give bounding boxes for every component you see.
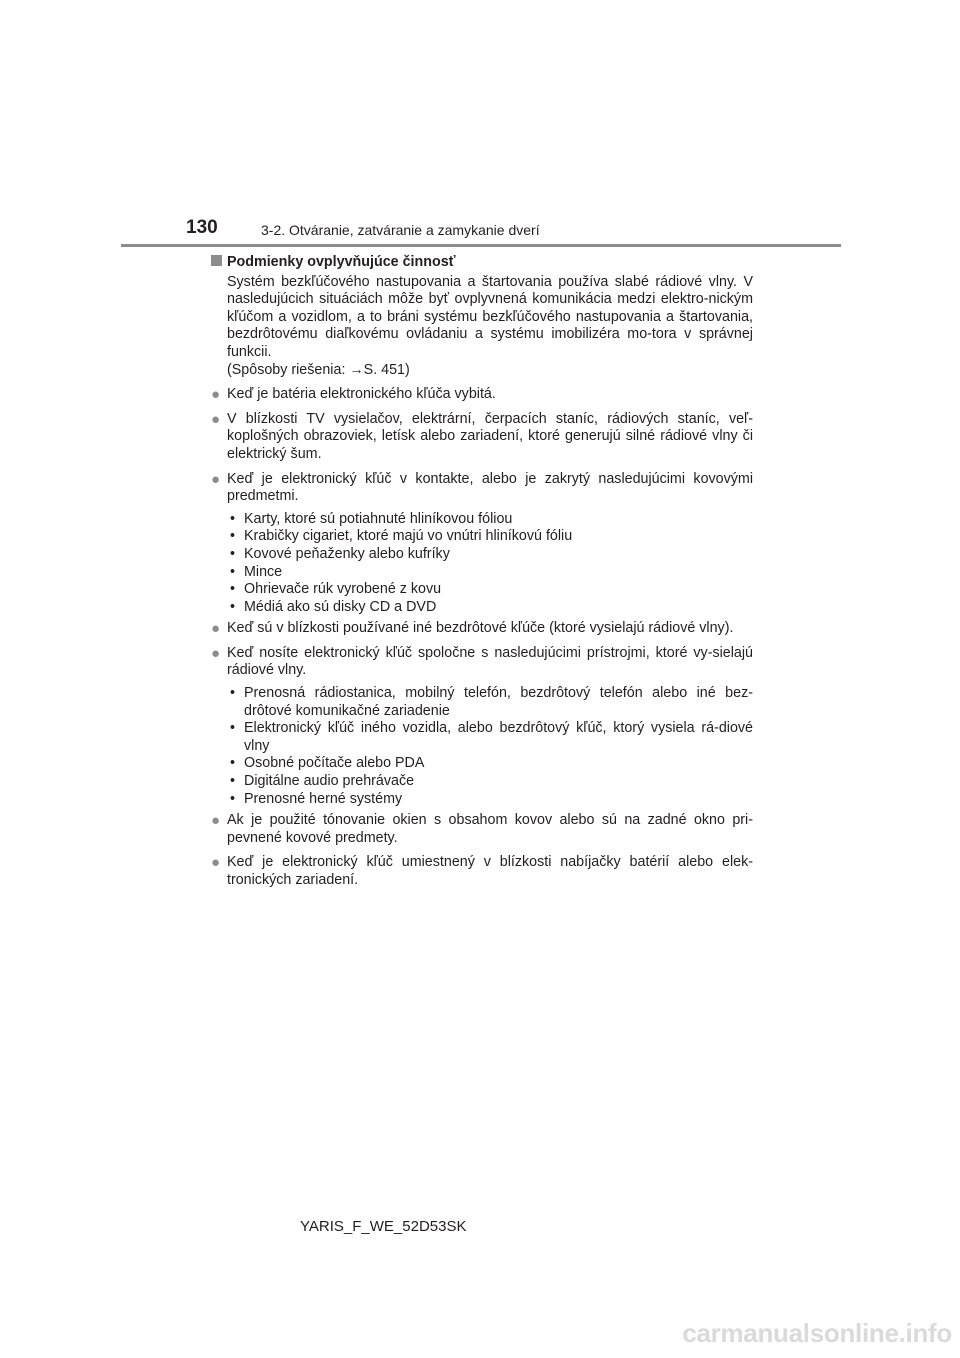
page-number: 130 — [186, 217, 218, 238]
sub-list-item: • Médiá ako sú disky CD a DVD — [227, 599, 753, 617]
square-bullet-icon — [211, 255, 222, 266]
sub-list-item: • Prenosné herné systémy — [227, 791, 753, 809]
watermark: carmanualsonline.info — [682, 1318, 952, 1348]
bullet-text: Ak je použité tónovanie okien s obsahom kovov alebo sú na zadné okno pri-pevnené kovové predmety. — [227, 812, 753, 846]
bullet-text: Keď je elektronický kľúč v kontakte, alebo je zakrytý nasledujúcimi kovovými predmetmi. — [227, 470, 753, 505]
sub-list-item: • Karty, ktoré sú potiahnuté hliníkovou fóliou — [227, 511, 753, 529]
header-rule — [121, 244, 841, 247]
bullet-text: Keď je batéria elektronického kľúča vybitá. — [227, 386, 496, 403]
sub-list-item: • Mince — [227, 564, 753, 582]
circle-bullet-icon: ● — [211, 410, 221, 428]
section-heading — [211, 254, 753, 272]
heading-text: Podmienky ovplyvňujúce činnosť — [227, 254, 456, 270]
circle-bullet-icon: ● — [211, 812, 221, 830]
bullet-item — [211, 854, 753, 889]
sub-list-item: • Ohrievače rúk vyrobené z kovu — [227, 581, 753, 599]
section-title: 3-2. Otváranie, zatváranie a zamykanie dverí — [261, 222, 540, 238]
bullet-item — [211, 471, 753, 506]
sub-list-item: • Kovové peňaženky alebo kufríky — [227, 546, 753, 564]
sub-list — [227, 511, 753, 617]
sub-list-item: • Osobné počítače alebo PDA — [227, 755, 753, 773]
bullet-item — [211, 411, 753, 464]
bullet-text: Keď je elektronický kľúč umiestnený v blízkosti nabíjačky batérií alebo elek-tronických zariadení. — [227, 854, 753, 888]
bullet-text: V blízkosti TV vysielačov, elektrární, čerpacích staníc, rádiových staníc, veľ-koplošných obrazoviek, letísk alebo zariadení, ktoré generujú silné rádiové vlny či elektrický šum. — [227, 410, 753, 462]
solution-reference: (Spôsoby riešenia: →S. 451) — [227, 361, 410, 378]
bullet-item — [211, 620, 753, 638]
bullet-item — [211, 812, 753, 847]
bullet-text: Keď nosíte elektronický kľúč spoločne s nasledujúcimi prístrojmi, ktoré vy-sielajú rádiové vlny. — [227, 644, 753, 679]
content — [211, 254, 753, 897]
sub-list-item: • Elektronický kľúč iného vozidla, alebo bezdrôtový kľúč, ktorý vysiela rá-diové vlny — [227, 720, 753, 755]
circle-bullet-icon: ● — [211, 620, 221, 638]
sub-list-item: • Prenosná rádiostanica, mobilný telefón, bezdrôtový telefón alebo iné bez-drôtové komunikačné zariadenie — [227, 685, 753, 720]
sub-list-item: • Digitálne audio prehrávače — [227, 773, 753, 791]
sub-list — [227, 685, 753, 808]
circle-bullet-icon: ● — [211, 386, 221, 404]
intro-text: Systém bezkľúčového nastupovania a štartovania používa slabé rádiové vlny. V nasledujúcich situáciách môže byť ovplyvnená komunikácia medzi elektro-nickým kľúčom a vozidlom, a to bráni systému bezkľúčového nastupovania a štartovania, bezdrôtovému diaľkovému ovládaniu a systému imobilizéra mo-tora v správnej funkcii. — [227, 273, 753, 360]
intro-paragraph — [211, 274, 753, 380]
bullet-item — [211, 645, 753, 680]
circle-bullet-icon: ● — [211, 470, 221, 488]
circle-bullet-icon: ● — [211, 644, 221, 662]
sub-list-item: • Krabičky cigariet, ktoré majú vo vnútri hliníkovú fóliu — [227, 528, 753, 546]
circle-bullet-icon: ● — [211, 854, 221, 872]
bullet-text: Keď sú v blízkosti používané iné bezdrôtové kľúče (ktoré vysielajú rádiové vlny). — [227, 620, 734, 637]
bullet-item — [211, 386, 753, 404]
footer-code: YARIS_F_WE_52D53SK — [300, 1218, 467, 1235]
